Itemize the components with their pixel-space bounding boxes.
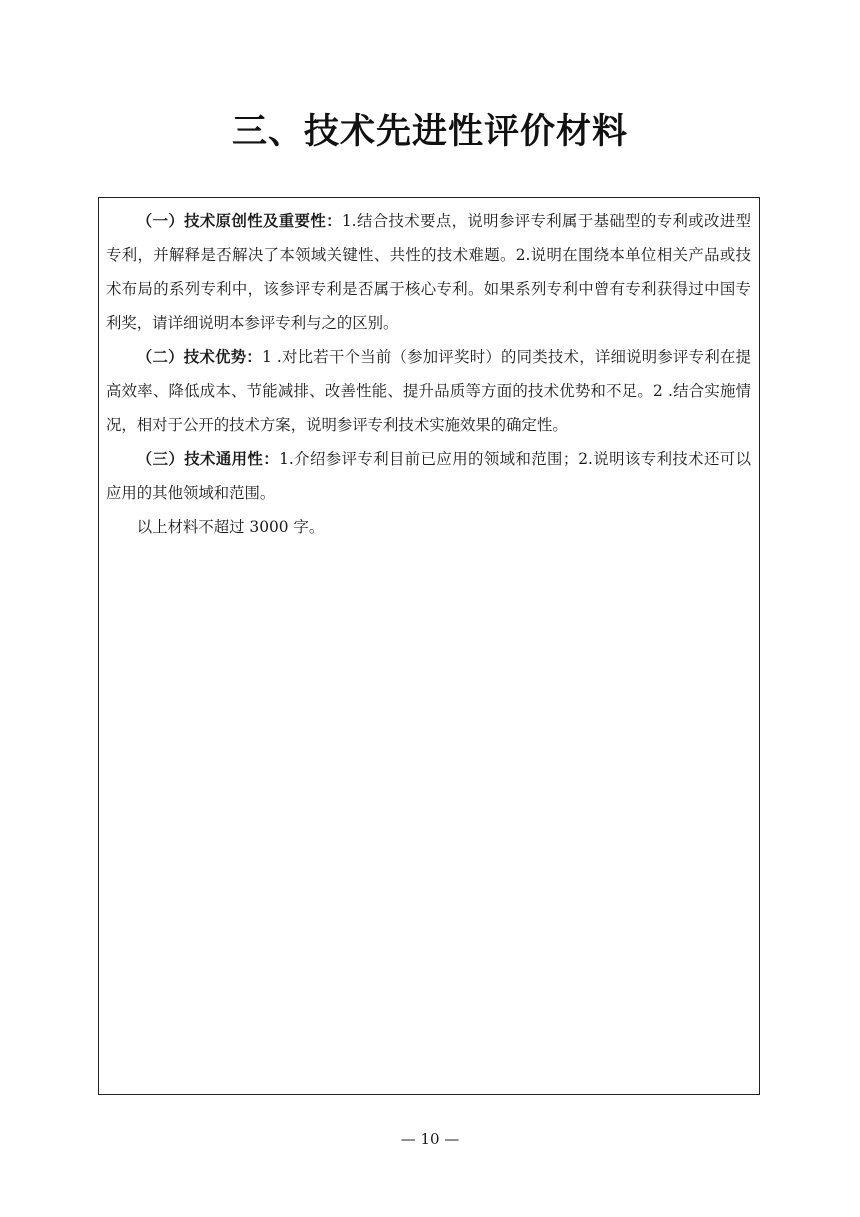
evaluation-form-box (98, 197, 760, 1095)
section-generality (106, 442, 751, 510)
section-advantages-heading: （二）技术优势： (136, 348, 262, 366)
section-originality-text: 1.结合技术要点，说明参评专利属于基础型的专利或改进型专利，并解释是否解决了本领域关键性、共性的技术难题。2.说明在围绕本单位相关产品或技术布局的系列专利中，该参评专利是否属于核心专利。如果系列专利中曾有专利获得过中国专利奖，请详细说明本参评专利与之的区别。 (106, 212, 751, 332)
section-advantages (106, 340, 751, 442)
page-title: 三、技术先进性评价材料 (231, 112, 628, 152)
section-generality-text: 1.介绍参评专利目前已应用的领域和范围；2.说明该专利技术还可以应用的其他领域和范围。 (106, 450, 751, 502)
section-generality-heading: （三）技术通用性： (136, 450, 280, 468)
word-limit-note: 以上材料不超过 3000 字。 (136, 518, 325, 536)
section-originality-heading: （一）技术原创性及重要性： (136, 212, 342, 230)
page-number: — 10 — (400, 1130, 460, 1148)
section-originality (106, 204, 751, 340)
section-advantages-text: 1 .对比若干个当前（参加评奖时）的同类技术，详细说明参评专利在提高效率、降低成本、节能减排、改善性能、提升品质等方面的技术优势和不足。2 .结合实施情况，相对于公开的技术方案，说明参评专利技术实施效果的确定性。 (106, 348, 751, 434)
